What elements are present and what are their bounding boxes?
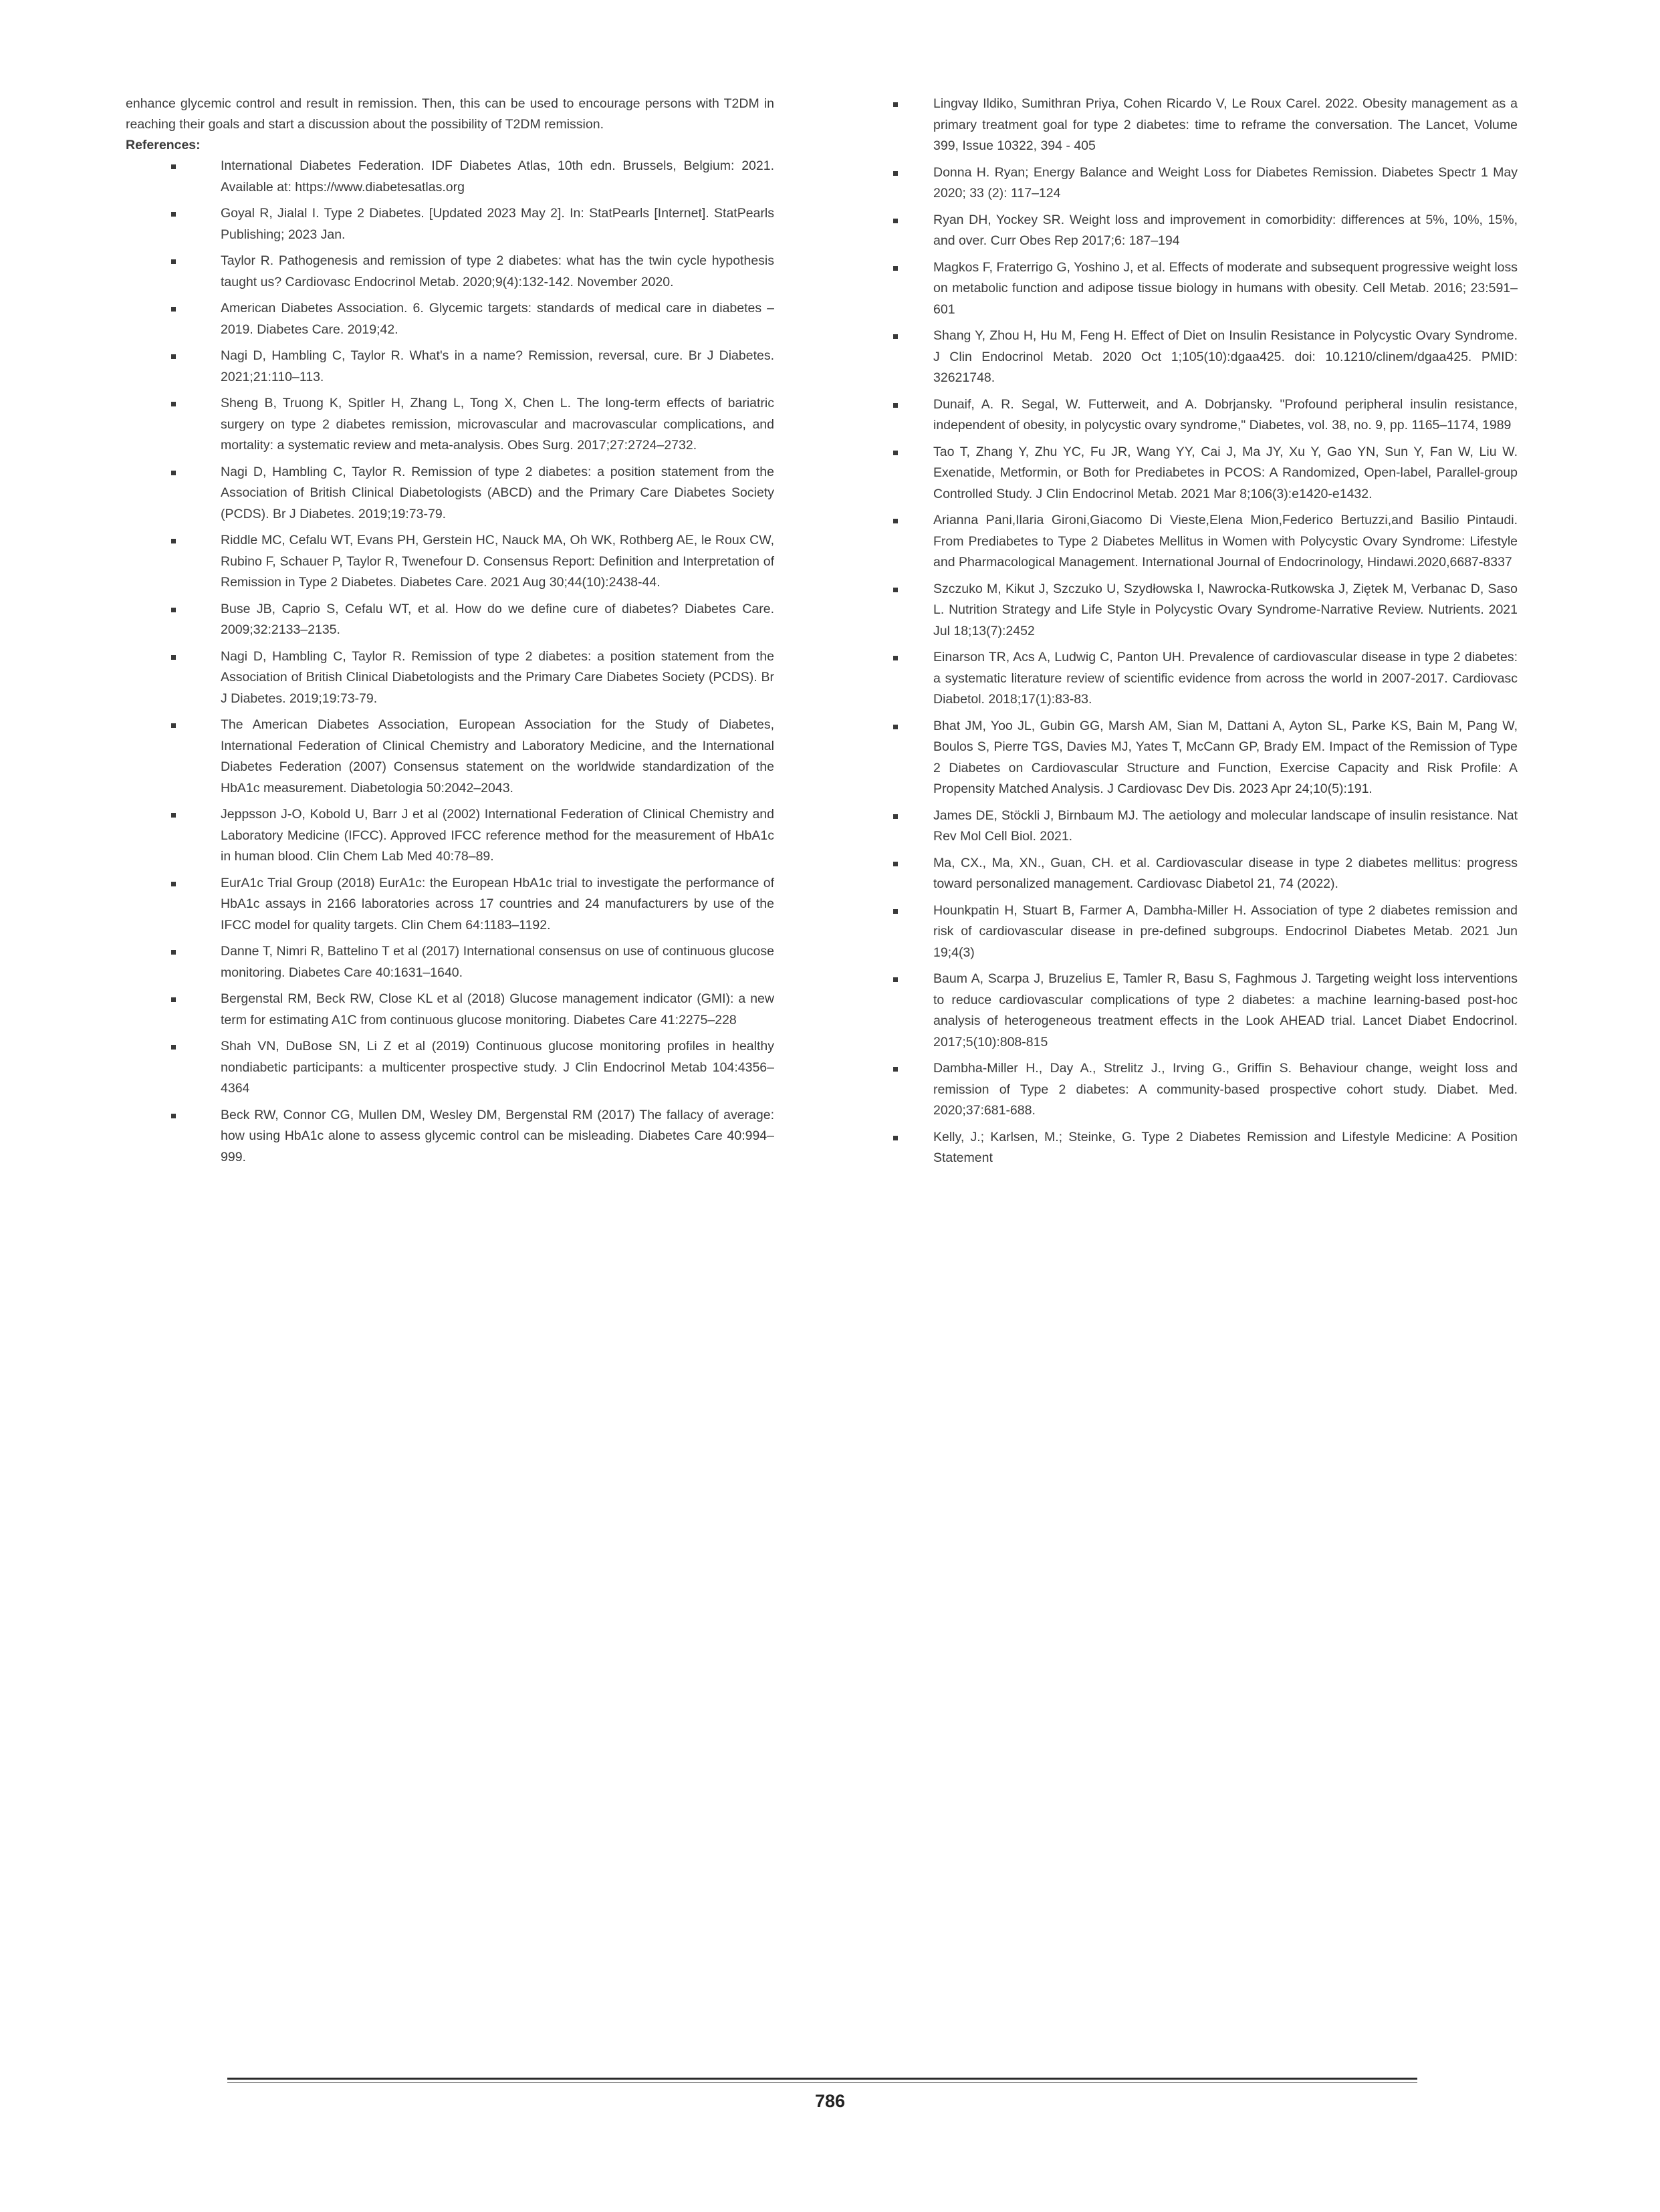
reference-item: The American Diabetes Association, European Association for the Study of Diabetes, International Federation of Clinical Chemistry and Laboratory Medicine, and the International Diabetes Federation (2007) Consensus statement on the worldwide standardization of the HbA1c measurement. Diabetologia 50:2042–2043. [126, 715, 774, 799]
reference-item: Goyal R, Jialal I. Type 2 Diabetes. [Updated 2023 May 2]. In: StatPearls [Internet]. StatPearls Publishing; 2023 Jan. [126, 203, 774, 245]
footer-rule [227, 2078, 1417, 2080]
footer-rule-thin [227, 2082, 1417, 2083]
reference-item: Buse JB, Caprio S, Cefalu WT, et al. How do we define cure of diabetes? Diabetes Care. 2009;32:2133–2135. [126, 599, 774, 641]
bullet-icon [171, 354, 176, 359]
bullet-icon [893, 862, 898, 866]
bullet-icon [893, 102, 898, 107]
reference-item: Taylor R. Pathogenesis and remission of type 2 diabetes: what has the twin cycle hypothesis taught us? Cardiovasc Endocrinol Metab. 2020;9(4):132-142. November 2020. [126, 251, 774, 293]
reference-item: Arianna Pani,Ilaria Gironi,Giacomo Di Vieste,Elena Mion,Federico Bertuzzi,and Basilio Pintaudi. From Prediabetes to Type 2 Diabetes Mellitus in Women with Polycystic Ovary Syndrome: Lifestyle and Pharmacological Management. International Journal of Endocrinology, Hindawi.2020,6687-8337 [889, 510, 1518, 574]
bullet-icon [171, 539, 176, 543]
reference-item: Beck RW, Connor CG, Mullen DM, Wesley DM, Bergenstal RM (2017) The fallacy of average: how using HbA1c alone to assess glycemic control can be misleading. Diabetes Care 40:994–999. [126, 1105, 774, 1169]
intro-paragraph: enhance glycemic control and result in remission. Then, this can be used to encourage persons with T2DM in reaching their goals and start a discussion about the possibility of T2DM remission. [126, 96, 774, 132]
reference-item: Kelly, J.; Karlsen, M.; Steinke, G. Type 2 Diabetes Remission and Lifestyle Medicine: A Position Statement [889, 1127, 1518, 1169]
reference-item: Ryan DH, Yockey SR. Weight loss and improvement in comorbidity: differences at 5%, 10%, 15%, and over. Curr Obes Rep 2017;6: 187–194 [889, 210, 1518, 252]
reference-item: Donna H. Ryan; Energy Balance and Weight Loss for Diabetes Remission. Diabetes Spectr 1 May 2020; 33 (2): 117–124 [889, 162, 1518, 205]
bullet-icon [171, 950, 176, 955]
reference-item: Shang Y, Zhou H, Hu M, Feng H. Effect of Diet on Insulin Resistance in Polycystic Ovary Syndrome. J Clin Endocrinol Metab. 2020 Oct 1;105(10):dgaa425. doi: 10.1210/clinem/dgaa425. PMID: 32621748. [889, 326, 1518, 389]
reference-item: Shah VN, DuBose SN, Li Z et al (2019) Continuous glucose monitoring profiles in healthy nondiabetic participants: a multicenter prospective study. J Clin Endocrinol Metab 104:4356–4364 [126, 1036, 774, 1100]
reference-list-right [889, 94, 1518, 1169]
bullet-icon [171, 882, 176, 886]
bullet-icon [893, 219, 898, 223]
reference-item: Einarson TR, Acs A, Ludwig C, Panton UH. Prevalence of cardiovascular disease in type 2 diabetes: a systematic literature review of scientific evidence from across the world in 2007-2017. Cardiovasc Diabetol. 2018;17(1):83-83. [889, 647, 1518, 711]
bullet-icon [171, 997, 176, 1002]
bullet-icon [893, 814, 898, 819]
bullet-icon [171, 307, 176, 312]
right-column [889, 94, 1518, 1175]
reference-item: Dambha-Miller H., Day A., Strelitz J., Irving G., Griffin S. Behaviour change, weight loss and remission of Type 2 diabetes: A community-based prospective cohort study. Diabet. Med. 2020;37:681-688. [889, 1058, 1518, 1122]
bullet-icon [893, 1136, 898, 1140]
reference-item: Baum A, Scarpa J, Bruzelius E, Tamler R, Basu S, Faghmous J. Targeting weight loss interventions to reduce cardiovascular complications of type 2 diabetes: a machine learning-based post-hoc analysis of heterogeneous treatment effects in the Look AHEAD trial. Lancet Diabet Endocrinol. 2017;5(10):808-815 [889, 969, 1518, 1053]
reference-item: James DE, Stöckli J, Birnbaum MJ. The aetiology and molecular landscape of insulin resistance. Nat Rev Mol Cell Biol. 2021. [889, 806, 1518, 848]
bullet-icon [171, 1045, 176, 1050]
bullet-icon [171, 1114, 176, 1118]
bullet-icon [171, 471, 176, 475]
bullet-icon [893, 403, 898, 408]
bullet-icon [893, 977, 898, 982]
reference-item: American Diabetes Association. 6. Glycemic targets: standards of medical care in diabetes – 2019. Diabetes Care. 2019;42. [126, 298, 774, 340]
reference-item: Nagi D, Hambling C, Taylor R. Remission of type 2 diabetes: a position statement from the Association of British Clinical Diabetologists (ABCD) and the Primary Care Diabetes Society (PCDS). Br J Diabetes. 2019;19:73-79. [126, 462, 774, 525]
references-heading: References: [126, 138, 201, 152]
left-column [126, 94, 774, 1173]
bullet-icon [893, 725, 898, 729]
bullet-icon [893, 171, 898, 176]
reference-item: International Diabetes Federation. IDF Diabetes Atlas, 10th edn. Brussels, Belgium: 2021. Available at: https://www.diabetesatlas.org [126, 156, 774, 198]
bullet-icon [893, 334, 898, 339]
bullet-icon [893, 909, 898, 914]
reference-item: Ma, CX., Ma, XN., Guan, CH. et al. Cardiovascular disease in type 2 diabetes mellitus: progress toward personalized management. Cardiovasc Diabetol 21, 74 (2022). [889, 853, 1518, 895]
bullet-icon [171, 212, 176, 217]
reference-item: Nagi D, Hambling C, Taylor R. Remission of type 2 diabetes: a position statement from the Association of British Clinical Diabetologists and the Primary Care Diabetes Society (PCDS). Br J Diabetes. 2019;19:73-79. [126, 646, 774, 710]
reference-item: Szczuko M, Kikut J, Szczuko U, Szydłowska I, Nawrocka-Rutkowska J, Ziętek M, Verbanac D, Saso L. Nutrition Strategy and Life Style in Polycystic Ovary Syndrome-Narrative Review. Nutrients. 2021 Jul 18;13(7):2452 [889, 579, 1518, 642]
bullet-icon [893, 588, 898, 592]
bullet-icon [893, 519, 898, 523]
reference-item: Magkos F, Fraterrigo G, Yoshino J, et al. Effects of moderate and subsequent progressive weight loss on metabolic function and adipose tissue biology in humans with obesity. Cell Metab. 2016; 23:591–601 [889, 257, 1518, 321]
reference-item: Bhat JM, Yoo JL, Gubin GG, Marsh AM, Sian M, Dattani A, Ayton SL, Parke KS, Bain M, Pang W, Boulos S, Pierre TGS, Davies MJ, Yates T, McCann GP, Brady EM. Impact of the Remission of Type 2 Diabetes on Cardiovascular Structure and Function, Exercise Capacity and Risk Profile: A Propensity Matched Analysis. J Cardiovasc Dev Dis. 2023 Apr 24;10(5):191. [889, 716, 1518, 800]
reference-item: Bergenstal RM, Beck RW, Close KL et al (2018) Glucose management indicator (GMI): a new term for estimating A1C from continuous glucose monitoring. Diabetes Care 41:2275–228 [126, 989, 774, 1031]
reference-item: Hounkpatin H, Stuart B, Farmer A, Dambha-Miller H. Association of type 2 diabetes remission and risk of cardiovascular disease in pre-defined subgroups. Endocrinol Diabetes Metab. 2021 Jun 19;4(3) [889, 900, 1518, 964]
reference-item: Jeppsson J-O, Kobold U, Barr J et al (2002) International Federation of Clinical Chemistry and Laboratory Medicine (IFCC). Approved IFCC reference method for the measurement of HbA1c in human blood. Clin Chem Lab Med 40:78–89. [126, 804, 774, 868]
bullet-icon [171, 259, 176, 264]
reference-item: Danne T, Nimri R, Battelino T et al (2017) International consensus on use of continuous glucose monitoring. Diabetes Care 40:1631–1640. [126, 941, 774, 983]
page-number: 786 [814, 2091, 846, 2111]
bullet-icon [171, 402, 176, 406]
reference-item: Tao T, Zhang Y, Zhu YC, Fu JR, Wang YY, Cai J, Ma JY, Xu Y, Gao YN, Sun Y, Fan W, Liu W. Exenatide, Metformin, or Both for Prediabetes in PCOS: A Randomized, Open-label, Parallel-group Controlled Study. J Clin Endocrinol Metab. 2021 Mar 8;106(3):e1420-e1432. [889, 442, 1518, 505]
reference-list-left [126, 156, 774, 1168]
reference-item: Lingvay Ildiko, Sumithran Priya, Cohen Ricardo V, Le Roux Carel. 2022. Obesity management as a primary treatment goal for type 2 diabetes: time to reframe the conversation. The Lancet, Volume 399, Issue 10322, 394 - 405 [889, 94, 1518, 157]
bullet-icon [893, 266, 898, 271]
bullet-icon [893, 656, 898, 660]
reference-item: Sheng B, Truong K, Spitler H, Zhang L, Tong X, Chen L. The long-term effects of bariatric surgery on type 2 diabetes remission, microvascular and macrovascular complications, and mortality: a systematic review and meta-analysis. Obes Surg. 2017;27:2724–2732. [126, 393, 774, 457]
bullet-icon [171, 164, 176, 169]
bullet-icon [893, 451, 898, 455]
bullet-icon [171, 608, 176, 612]
bullet-icon [171, 655, 176, 660]
reference-item: EurA1c Trial Group (2018) EurA1c: the European HbA1c trial to investigate the performance of HbA1c assays in 2166 laboratories across 17 countries and 24 manufacturers by use of the IFCC model for quality targets. Clin Chem 64:1183–1192. [126, 873, 774, 937]
bullet-icon [893, 1067, 898, 1072]
reference-item: Riddle MC, Cefalu WT, Evans PH, Gerstein HC, Nauck MA, Oh WK, Rothberg AE, le Roux CW, Rubino F, Schauer P, Taylor R, Twenefour D. Consensus Report: Definition and Interpretation of Remission in Type 2 Diabetes. Diabetes Care. 2021 Aug 30;44(10):2438-44. [126, 530, 774, 594]
reference-item: Dunaif, A. R. Segal, W. Futterweit, and A. Dobrjansky. "Profound peripheral insulin resistance, independent of obesity, in polycystic ovary syndrome," Diabetes, vol. 38, no. 9, pp. 1165–1174, 1989 [889, 394, 1518, 437]
bullet-icon [171, 813, 176, 818]
bullet-icon [171, 723, 176, 728]
reference-item: Nagi D, Hambling C, Taylor R. What's in a name? Remission, reversal, cure. Br J Diabetes. 2021;21:110–113. [126, 346, 774, 388]
